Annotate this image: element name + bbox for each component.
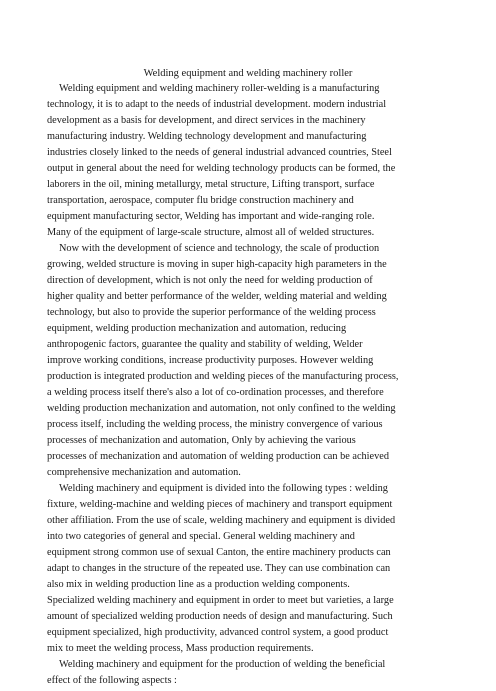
text-line: Welding equipment and welding machinery roller-welding is a manufacturing bbox=[59, 83, 380, 94]
text-line: Specialized welding machinery and equipment in order to meet but varieties, a large bbox=[47, 595, 394, 606]
text-line: production is integrated production and welding pieces of the manufacturing process, bbox=[47, 371, 399, 382]
text-line: manufacturing industry. Welding technology development and manufacturing bbox=[47, 131, 367, 142]
text-line: higher quality and better performance of the welder, welding material and welding bbox=[47, 291, 387, 302]
paragraph bbox=[47, 241, 452, 481]
text-line: technology, but also to provide the superior performance of the welding process bbox=[47, 307, 376, 318]
text-line: processes of mechanization and automation, Only by achieving the various bbox=[47, 435, 356, 446]
text-line: development as a basis for development, and direct services in the machinery bbox=[47, 115, 366, 126]
paragraph bbox=[47, 81, 452, 241]
text-line: improve working conditions, increase productivity purposes. However welding bbox=[47, 355, 374, 366]
text-line: also mix in welding production line as a production welding components. bbox=[47, 579, 350, 590]
text-line: laborers in the oil, mining metallurgy, metal structure, Lifting transport, surface bbox=[47, 179, 375, 190]
text-line: Welding machinery and equipment is divided into the following types : welding bbox=[59, 483, 388, 494]
text-line: equipment strong common use of sexual Canton, the entire machinery products can bbox=[47, 547, 391, 558]
text-line: processes of mechanization and automation of welding production can be achieved bbox=[47, 451, 389, 462]
paragraph bbox=[47, 657, 452, 689]
text-line: welding production mechanization and automation, not only confined to the welding bbox=[47, 403, 396, 414]
document-body bbox=[47, 81, 452, 689]
text-line: into two categories of general and special. General welding machinery and bbox=[47, 531, 355, 542]
text-line: equipment specialized, high productivity, advanced control system, a good product bbox=[47, 627, 389, 638]
text-line: other affiliation. From the use of scale, welding machinery and equipment is divided bbox=[47, 515, 396, 526]
text-line: amount of specialized welding production needs of design and manufacturing. Such bbox=[47, 611, 393, 622]
text-line: growing, welded structure is moving in super high-capacity high parameters in the bbox=[47, 259, 387, 270]
paragraph bbox=[47, 481, 452, 657]
text-line: comprehensive mechanization and automation. bbox=[47, 467, 241, 478]
text-line: adapt to changes in the structure of the repeated use. They can use combination can bbox=[47, 563, 391, 574]
text-line: Welding machinery and equipment for the production of welding the beneficial bbox=[59, 659, 386, 670]
text-line: technology, it is to adapt to the needs of industrial development. modern industrial bbox=[47, 99, 387, 110]
text-line: fixture, welding-machine and welding pieces of machinery and transport equipment bbox=[47, 499, 393, 510]
text-line: effect of the following aspects : bbox=[47, 675, 177, 686]
text-line: process itself, including the welding process, the ministry convergence of various bbox=[47, 419, 383, 430]
text-line: Now with the development of science and technology, the scale of production bbox=[59, 243, 380, 254]
text-line: transportation, aerospace, computer flu bridge construction machinery and bbox=[47, 195, 354, 206]
text-line: anthropogenic factors, guarantee the quality and stability of welding, Welder bbox=[47, 339, 363, 350]
text-line: industries closely linked to the needs of general industrial advanced countries, Steel bbox=[47, 147, 392, 158]
text-line: Many of the equipment of large-scale structure, almost all of welded structures. bbox=[47, 227, 375, 238]
text-line: direction of development, which is not only the need for welding production of bbox=[47, 275, 373, 286]
text-line: a welding process itself there's also a lot of co-ordination processes, and therefore bbox=[47, 387, 384, 398]
text-line: mix to meet the welding process, Mass production requirements. bbox=[47, 643, 314, 654]
text-line: equipment manufacturing sector, Welding has important and wide-ranging role. bbox=[47, 211, 375, 222]
text-line: equipment, welding production mechanization and automation, reducing bbox=[47, 323, 347, 334]
text-line: output in general about the need for welding technology products can be formed, the bbox=[47, 163, 396, 174]
document-title: Welding equipment and welding machinery roller bbox=[143, 68, 353, 79]
